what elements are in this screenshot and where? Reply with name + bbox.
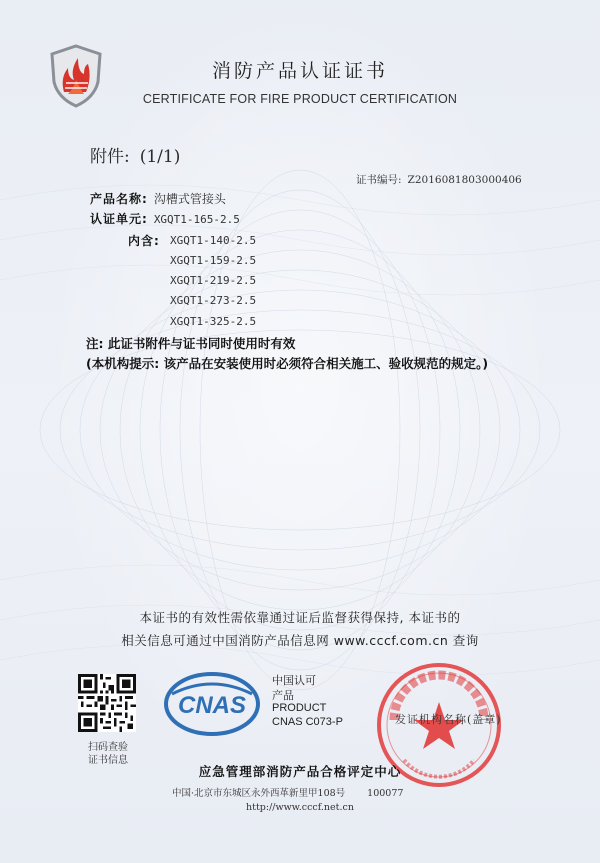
cert-unit-label: 认证单元:: [90, 212, 148, 226]
cnas-line3: PRODUCT: [272, 702, 327, 714]
product-name-row: [90, 190, 226, 207]
cert-unit-row: [90, 210, 240, 227]
cnas-logo-icon: [162, 668, 262, 738]
validity-statement-line2: 相关信息可通过中国消防产品信息网 www.cccf.com.cn 查询: [121, 633, 479, 648]
qr-code-icon: [78, 674, 136, 732]
certificate-number: [356, 172, 522, 187]
product-name-label: 产品名称:: [90, 192, 148, 206]
address-text: 中国·北京市东城区永外西革新里甲108号: [172, 788, 346, 799]
qr-caption-line2: 证书信息: [88, 755, 128, 766]
cnas-logo-text: CNAS: [177, 692, 247, 719]
attachment-heading: [90, 142, 180, 167]
includes-label-row: [128, 232, 160, 249]
product-name-value: 沟槽式管接头: [153, 192, 226, 206]
model-item: XGQT1-273-2.5: [170, 294, 257, 307]
note-attachment-validity: 注: 此证书附件与证书同时使用时有效: [86, 336, 296, 351]
includes-label: 内含:: [128, 234, 160, 248]
model-item: XGQT1-325-2.5: [170, 315, 257, 328]
cnas-line2: 产品: [272, 690, 294, 702]
certificate-number-label: 证书编号:: [356, 174, 402, 186]
model-item: XGQT1-159-2.5: [170, 254, 257, 267]
certificate-title-cn: 消防产品认证证书: [211, 60, 388, 82]
issuer-website: http://www.cccf.net.cn: [246, 802, 354, 813]
issuer-address: [172, 785, 403, 799]
qr-caption-line1: 扫码查验: [88, 742, 128, 753]
model-item: XGQT1-219-2.5: [170, 274, 257, 287]
cnas-line4: CNAS C073-P: [272, 716, 343, 728]
certificate-title-en: CERTIFICATE FOR FIRE PRODUCT CERTIFICATION: [142, 92, 458, 106]
attachment-label: 附件:: [90, 147, 130, 167]
model-item: XGQT1-140-2.5: [170, 234, 257, 247]
validity-statement-line1: 本证书的有效性需依靠通过证后监督获得保持, 本证书的: [139, 610, 461, 625]
issuer-seal-caption: 发证机构名称(盖章): [395, 713, 502, 726]
note-installation-reminder: (本机构提示: 该产品在安装使用时必须符合相关施工、验收规范的规定。): [86, 356, 489, 371]
issuing-authority: 应急管理部消防产品合格评定中心: [198, 764, 402, 779]
cnas-line1: 中国认可: [272, 675, 316, 687]
attachment-number: (1/1): [139, 147, 181, 167]
postal-code: 100077: [367, 788, 404, 799]
cert-unit-value: XGQT1-165-2.5: [153, 213, 240, 226]
certificate-number-value: Z2016081803000406: [407, 174, 522, 186]
